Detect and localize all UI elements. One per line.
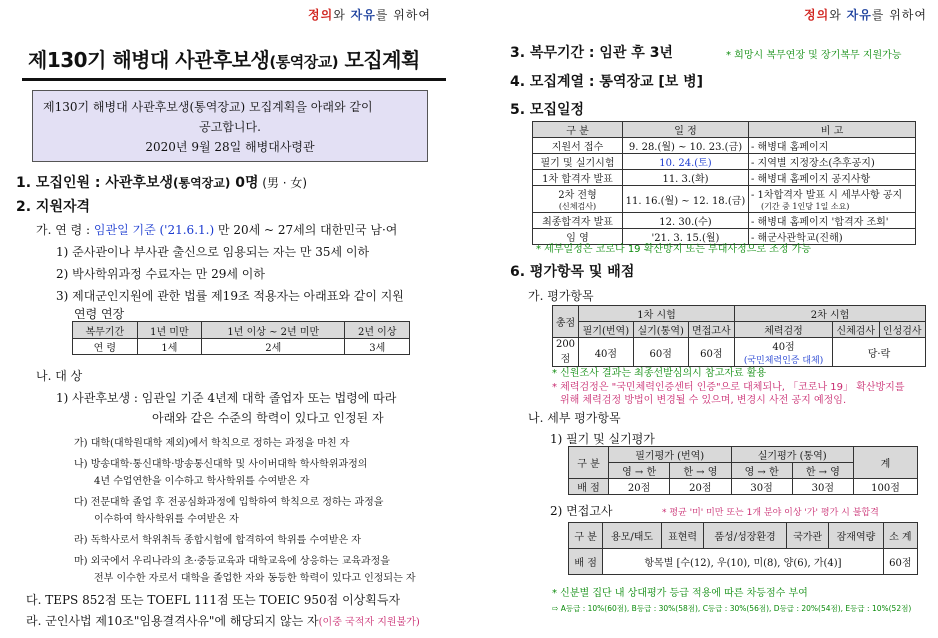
grade-scores-note: ⇨ A등급 : 10%(60점), B등급 : 30%(58점), C등급 : 30%(56점), D등급 : 20%(54점), E등급 : 10%(52점) xyxy=(552,604,912,613)
interview-note: * 평균 '미' 미만 또는 1개 분야 이상 '가' 평가 시 불합격 xyxy=(662,508,879,518)
section-recruit-count: 1. 모집인원 : 사관후보생(통역장교) 0명 (男 · 女) xyxy=(16,175,308,191)
table-row: 200점 40점 60점 60점 40점 (국민체력인증 대체) 당·락 xyxy=(553,338,926,367)
target-item-1: 1) 사관후보생 : 임관일 기준 4년제 대학 졸업자 또는 법령에 따라 xyxy=(56,391,397,405)
table-row: 지원서 접수 9. 28.(월) ~ 10. 23.(금) - 해병대 홈페이지 xyxy=(533,138,916,154)
age-requirement: 가. 연 령 : 임관일 기준 ('21.6.1.) 만 20세 ~ 27세의 대한민국 남·여 xyxy=(36,223,398,237)
table-row: 배 점 항목별 [수(12), 우(10), 미(8), 양(6), 가(4)] 60점 xyxy=(569,549,918,575)
edu-item-da-cont: 이수하여 학사학위를 수여받은 자 xyxy=(94,514,239,525)
table-row: 배 점 20점 20점 30점 30점 100점 xyxy=(569,479,918,495)
target-heading: 나. 대 상 xyxy=(36,369,83,383)
table-row: 구 분 용모/태도 표현력 품성/성장환경 국가관 잠재역량 소 계 xyxy=(569,523,918,549)
evaluation-note-2: * 체력검정은 "국민체력인증센터 인증"으로 대체되나, 「코로나 19」 확산방지를 xyxy=(552,382,905,393)
table-row: 연 령 1세 2세 3세 xyxy=(73,339,410,355)
written-practical-heading: 1) 필기 및 실기평가 xyxy=(550,432,655,446)
evaluation-note-1: * 신원조사 결과는 최종선발심의시 참고자료 활용 xyxy=(552,368,767,379)
target-item-1-cont: 아래와 같은 수준의 학력이 있다고 인정된 자 xyxy=(152,411,384,425)
age-item-2: 2) 박사학위과정 수료자는 만 29세 이하 xyxy=(56,267,265,281)
table-row: 총점 1차 시험 2차 시험 xyxy=(553,306,926,322)
edu-item-ra: 라) 독학사로서 학위취득 종합시험에 합격하여 학위를 수여받은 자 xyxy=(74,535,361,546)
evaluation-table xyxy=(552,305,926,367)
notice-box: 제130기 해병대 사관후보생(통역장교) 모집계획을 아래와 같이 공고합니다. 2020년 9월 28일 해병대사령관 xyxy=(32,90,428,162)
motto: 정의와 자유를 위하여 xyxy=(804,8,927,22)
edu-item-ma-cont: 전부 이수한 자로서 대학을 졸업한 자와 동등한 학력이 있다고 인정되는 자 xyxy=(94,573,416,584)
service-period-note: * 희망시 복무연장 및 장기복무 지원가능 xyxy=(726,50,902,61)
interview-table xyxy=(568,522,918,575)
page-title: 제130기 해병대 사관후보생(통역장교) 모집계획 xyxy=(28,48,420,72)
motto: 정의와 자유를 위하여 xyxy=(308,8,431,22)
age-item-1: 1) 준사관이나 부사관 출신으로 임용되는 자는 만 35세 이하 xyxy=(56,245,370,259)
relative-grading-note: * 신분별 집단 내 상대평가 등급 적용에 따른 차등점수 부여 xyxy=(552,588,808,599)
table-row: 최종합격자 발표 12. 30.(수) - 해병대 홈페이지 '합격자 조회' xyxy=(533,213,916,229)
section-qualification: 2. 지원자격 xyxy=(16,199,91,215)
language-score-requirement: 다. TEPS 852점 또는 TOEFL 111점 또는 TOEIC 950점 이상획득자 xyxy=(26,593,401,607)
table-row: 구 분 일 정 비 고 xyxy=(533,122,916,138)
arrow-right-icon: ⇨ xyxy=(552,604,559,613)
evaluation-items-heading: 가. 평가항목 xyxy=(528,289,594,303)
section-branch: 4. 모집계열 : 통역장교 [보 병] xyxy=(510,74,704,90)
table-row: 필기 및 실기시험 10. 24.(토) - 지역별 지정장소(추후공지) xyxy=(533,154,916,170)
section-schedule: 5. 모집일정 xyxy=(510,102,585,118)
edu-item-na-cont: 4년 수업연한을 이수하고 학사학위를 수여받은 자 xyxy=(94,476,310,487)
table-row: 1차 합격자 발표 11. 3.(화) - 해병대 홈페이지 공지사항 xyxy=(533,170,916,186)
edu-item-ga: 가) 대학(대학원대학 제외)에서 학칙으로 정하는 과정을 마친 자 xyxy=(74,438,350,449)
section-service-period: 3. 복무기간 : 임관 후 3년 xyxy=(510,45,673,61)
left-page xyxy=(0,0,466,638)
edu-item-na: 나) 방송대학·통신대학·방송통신대학 및 사이버대학 학사학위과정의 xyxy=(74,459,368,470)
table-row: 필기(번역) 실기(통역) 면접고사 체력검정 신체검사 인성검사 xyxy=(553,322,926,338)
interview-heading: 2) 면접고사 xyxy=(550,504,613,518)
age-item-3-cont: 연령 연장 xyxy=(74,307,125,321)
age-item-3: 3) 제대군인지원에 관한 법률 제19조 적용자는 아래표와 같이 지원 xyxy=(56,289,404,303)
evaluation-note-2-cont: 위해 체력검정 방법이 변경될 수 있으며, 변경시 사전 공지 예정임. xyxy=(560,395,847,406)
table-row: 영 → 한 한 → 영 영 → 한 한 → 영 xyxy=(569,463,918,479)
table-row: 2차 전형 (신체검사) 11. 16.(월) ~ 12. 18.(금) - 1차합격자 발표 시 세부사항 공지 (기간 중 1인당 1일 소요) xyxy=(533,186,916,213)
table-row: 임 영 '21. 3. 15.(월) - 해군사관학교(진해) xyxy=(533,229,916,245)
disqualification-requirement: 라. 군인사법 제10조"임용결격사유"에 해당되지 않는 자(이중 국적자 지원불가) xyxy=(26,614,420,628)
title-rule xyxy=(22,78,446,81)
age-extension-table xyxy=(72,321,410,355)
edu-item-ma: 마) 외국에서 우리나라의 초·중등교육과 대학교육에 상응하는 교육과정을 xyxy=(74,556,390,567)
schedule-table xyxy=(532,121,916,245)
detailed-items-heading: 나. 세부 평가항목 xyxy=(528,411,621,425)
section-evaluation: 6. 평가항목 및 배점 xyxy=(510,264,635,280)
right-page xyxy=(470,0,938,638)
schedule-note: * 세부일정은 코로나 19 확산방지 또는 부대사정으로 조정 가능 xyxy=(536,244,811,255)
table-row: 복무기간 1년 미만 1년 이상 ~ 2년 미만 2년 이상 xyxy=(73,322,410,339)
table-row: 구 분 필기평가 (번역) 실기평가 (통역) 계 xyxy=(569,447,918,463)
edu-item-da: 다) 전문대학 졸업 후 전공심화과정에 입학하여 학칙으로 정하는 과정을 xyxy=(74,497,384,508)
written-practical-table xyxy=(568,446,918,495)
